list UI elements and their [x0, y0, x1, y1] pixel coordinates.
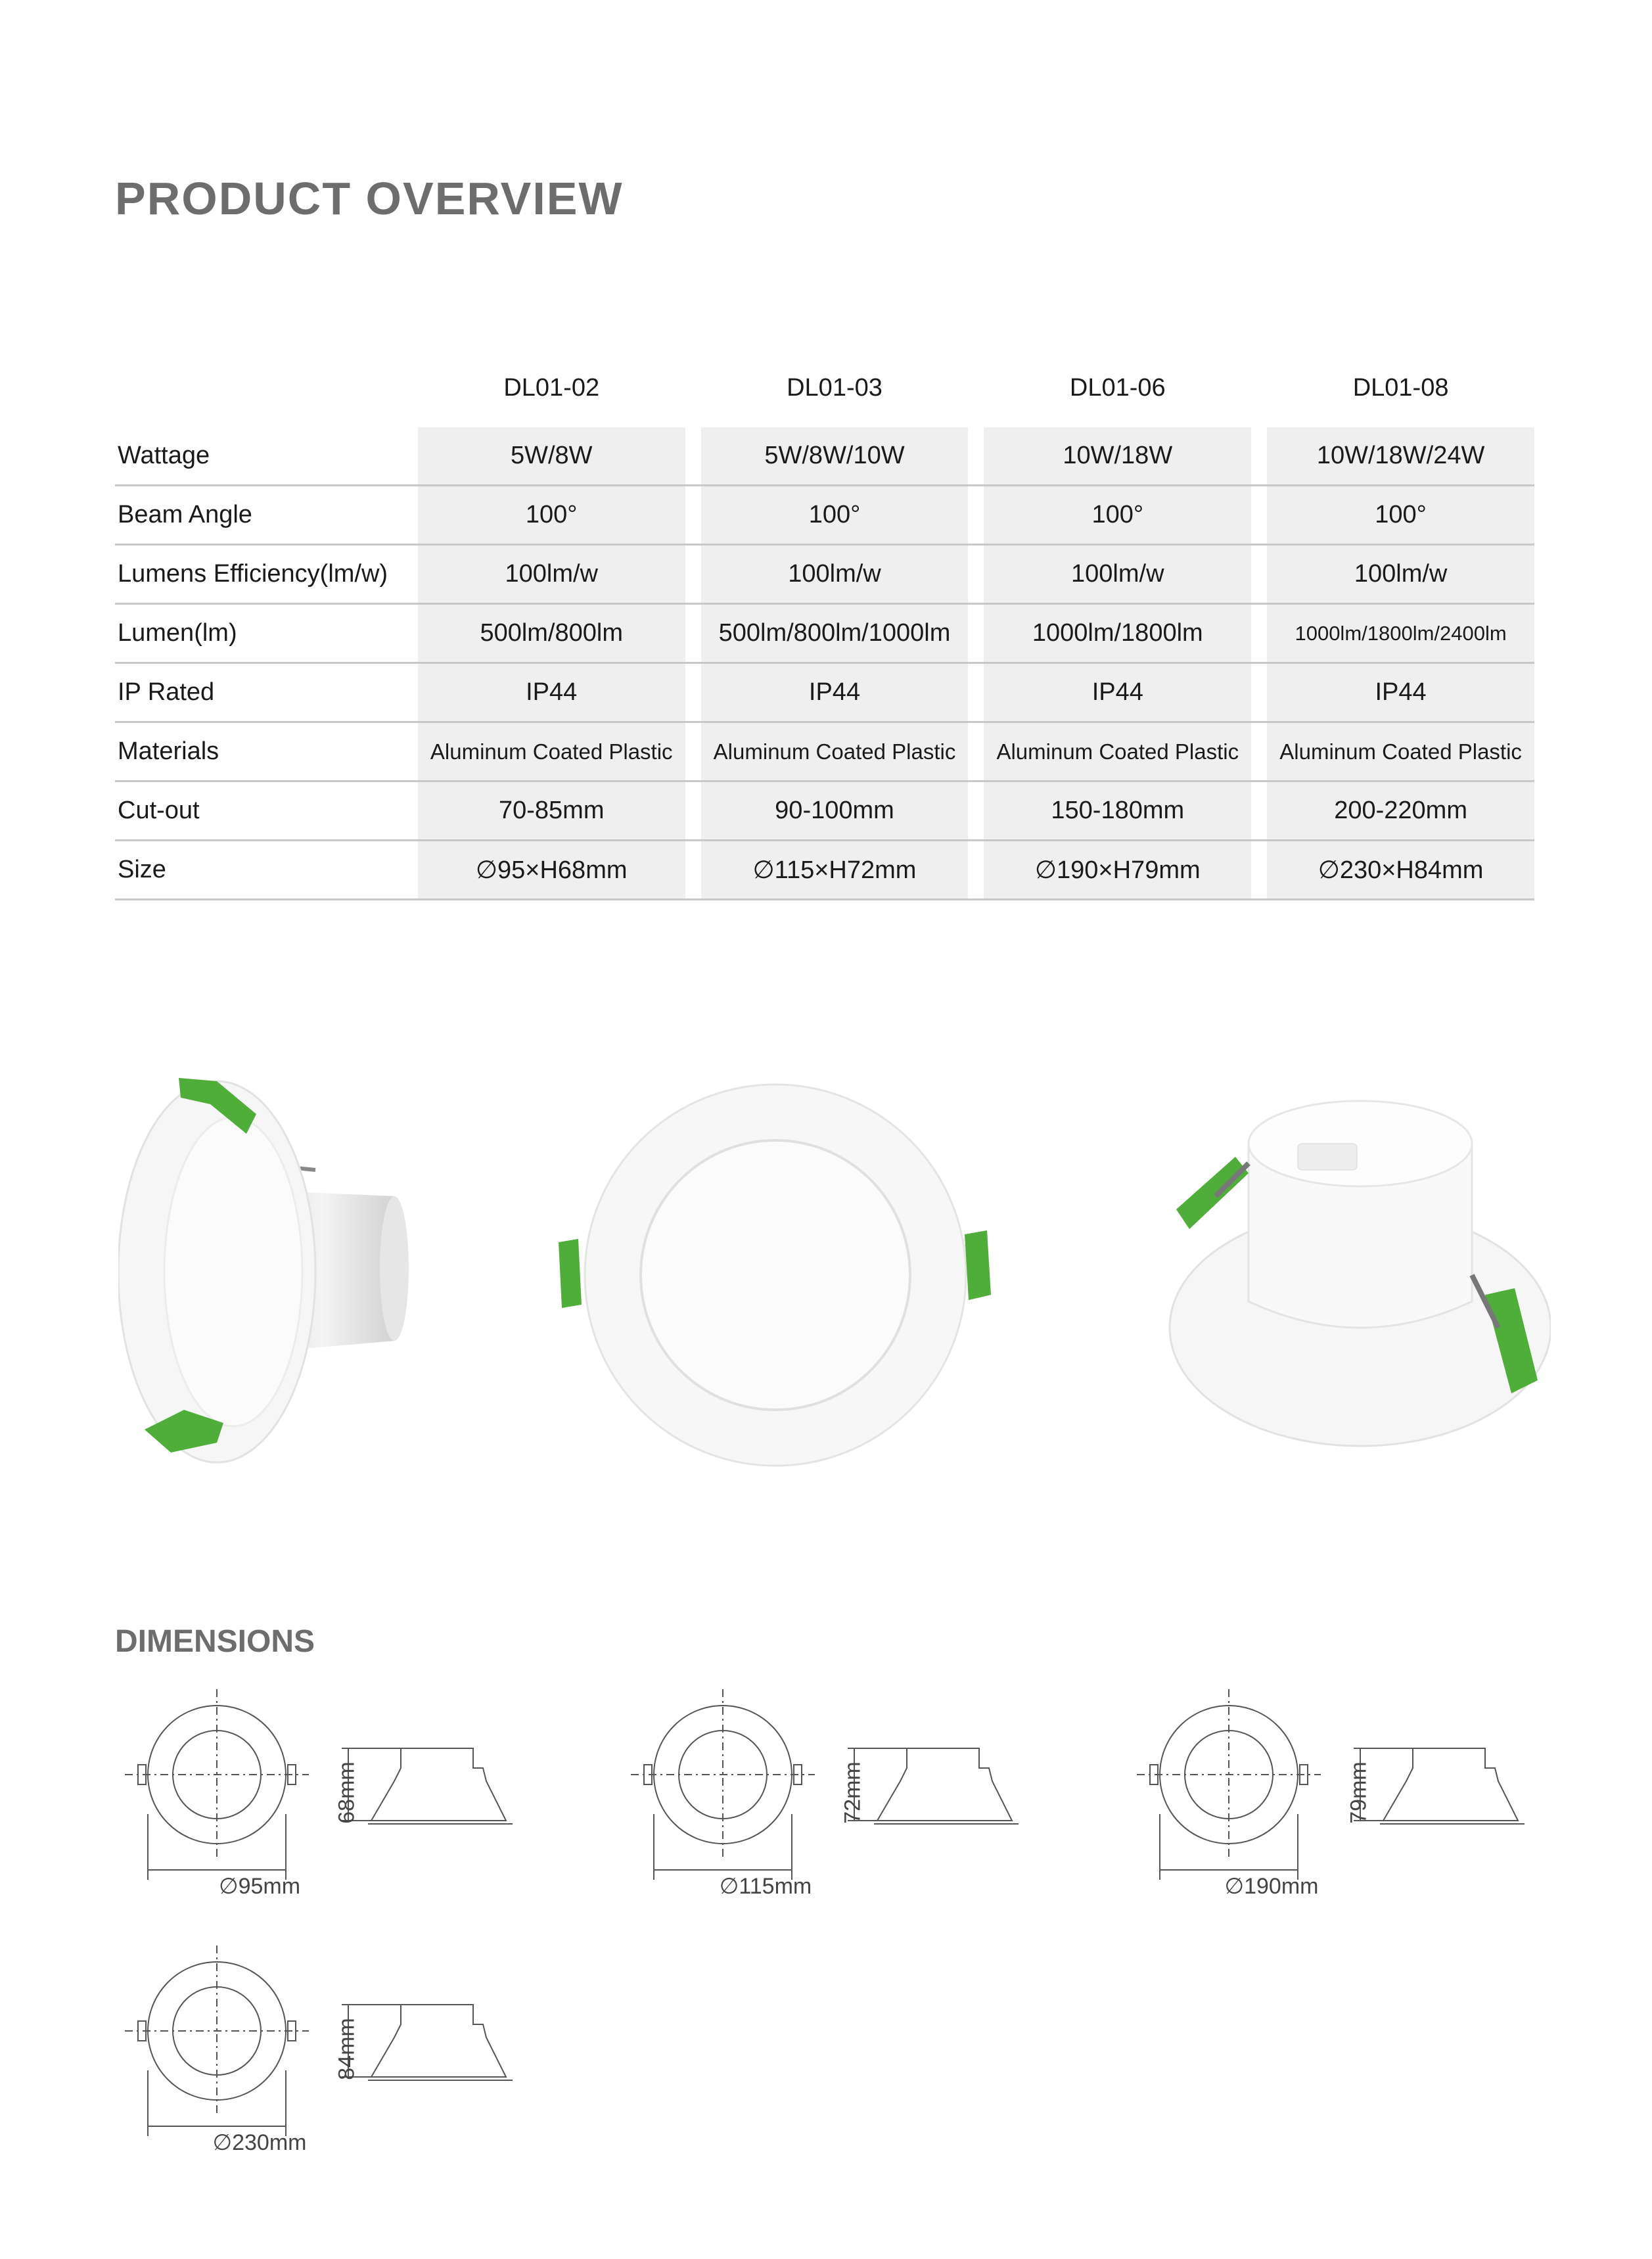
- table-cell: IP44: [418, 664, 685, 723]
- diameter-label: ∅190mm: [1224, 1874, 1319, 1899]
- table-header-row: [115, 348, 1534, 427]
- diameter-label: ∅230mm: [212, 2130, 307, 2155]
- table-cell: 100°: [701, 486, 969, 546]
- diameter-label: ∅95mm: [218, 1874, 301, 1899]
- table-cell: Aluminum Coated Plastic: [701, 723, 969, 782]
- table-cell: 100°: [418, 486, 685, 546]
- table-cell: 5W/8W: [418, 427, 685, 486]
- table-row: [115, 486, 1534, 546]
- dimension-drawing: [1130, 1683, 1538, 1906]
- table-cell: Aluminum Coated Plastic: [984, 723, 1251, 782]
- downlight-side-photo: [118, 1065, 421, 1472]
- table-cell: 1000lm/1800lm/2400lm: [1267, 605, 1534, 664]
- table-cell: ∅230×H84mm: [1267, 841, 1534, 900]
- model-header: DL01-02: [503, 373, 600, 402]
- row-label: IP Rated: [115, 664, 418, 723]
- dimension-drawing: [118, 1939, 526, 2162]
- dimension-drawing: [118, 1683, 526, 1906]
- table-cell: ∅190×H79mm: [984, 841, 1251, 900]
- diameter-label: ∅115mm: [719, 1874, 812, 1899]
- downlight-front-photo: [559, 1078, 992, 1472]
- height-label: 72mm: [840, 1761, 865, 1824]
- dimension-diagram: [118, 1683, 526, 1880]
- table-row: [115, 427, 1534, 486]
- table-row: [115, 841, 1534, 900]
- dimension-diagram: [624, 1683, 1032, 1880]
- table-cell: IP44: [1267, 664, 1534, 723]
- row-label: Lumens Efficiency(lm/w): [115, 546, 418, 605]
- table-cell: 100lm/w: [984, 546, 1251, 605]
- dimension-drawing: [624, 1683, 1032, 1906]
- table-row: [115, 723, 1534, 782]
- row-label: Size: [115, 841, 418, 900]
- row-label: Lumen(lm): [115, 605, 418, 664]
- table-cell: 10W/18W/24W: [1267, 427, 1534, 486]
- height-label: 79mm: [1346, 1761, 1371, 1824]
- spec-table: [115, 348, 1534, 900]
- table-cell: 150-180mm: [984, 782, 1251, 841]
- table-cell: IP44: [984, 664, 1251, 723]
- table-cell: 90-100mm: [701, 782, 969, 841]
- table-cell: 500lm/800lm: [418, 605, 685, 664]
- table-cell: Aluminum Coated Plastic: [1267, 723, 1534, 782]
- table-cell: 500lm/800lm/1000lm: [701, 605, 969, 664]
- table-cell: 100lm/w: [701, 546, 969, 605]
- model-header: DL01-08: [1352, 373, 1449, 402]
- table-row: [115, 782, 1534, 841]
- table-cell: 10W/18W: [984, 427, 1251, 486]
- header-empty: [115, 348, 418, 427]
- table-cell: 100lm/w: [418, 546, 685, 605]
- table-cell: 200-220mm: [1267, 782, 1534, 841]
- row-label: Materials: [115, 723, 418, 782]
- height-label: 68mm: [334, 1761, 359, 1824]
- model-header: DL01-06: [1069, 373, 1166, 402]
- table-row: [115, 546, 1534, 605]
- table-cell: ∅115×H72mm: [701, 841, 969, 900]
- row-label: Wattage: [115, 427, 418, 486]
- table-cell: 5W/8W/10W: [701, 427, 969, 486]
- row-label: Cut-out: [115, 782, 418, 841]
- dimension-diagram: [118, 1939, 526, 2136]
- table-cell: 100°: [984, 486, 1251, 546]
- table-cell: IP44: [701, 664, 969, 723]
- row-label: Beam Angle: [115, 486, 418, 546]
- table-cell: 70-85mm: [418, 782, 685, 841]
- table-cell: 1000lm/1800lm: [984, 605, 1251, 664]
- dimensions-title: DIMENSIONS: [115, 1624, 315, 1659]
- table-row: [115, 664, 1534, 723]
- table-cell: 100°: [1267, 486, 1534, 546]
- dimension-diagram: [1130, 1683, 1538, 1880]
- table-cell: ∅95×H68mm: [418, 841, 685, 900]
- table-cell: Aluminum Coated Plastic: [418, 723, 685, 782]
- table-cell: 100lm/w: [1267, 546, 1534, 605]
- table-row: [115, 605, 1534, 664]
- height-label: 84mm: [334, 2018, 359, 2080]
- page-title: PRODUCT OVERVIEW: [115, 173, 624, 224]
- model-header: DL01-03: [787, 373, 883, 402]
- downlight-back-photo: [1157, 1078, 1551, 1472]
